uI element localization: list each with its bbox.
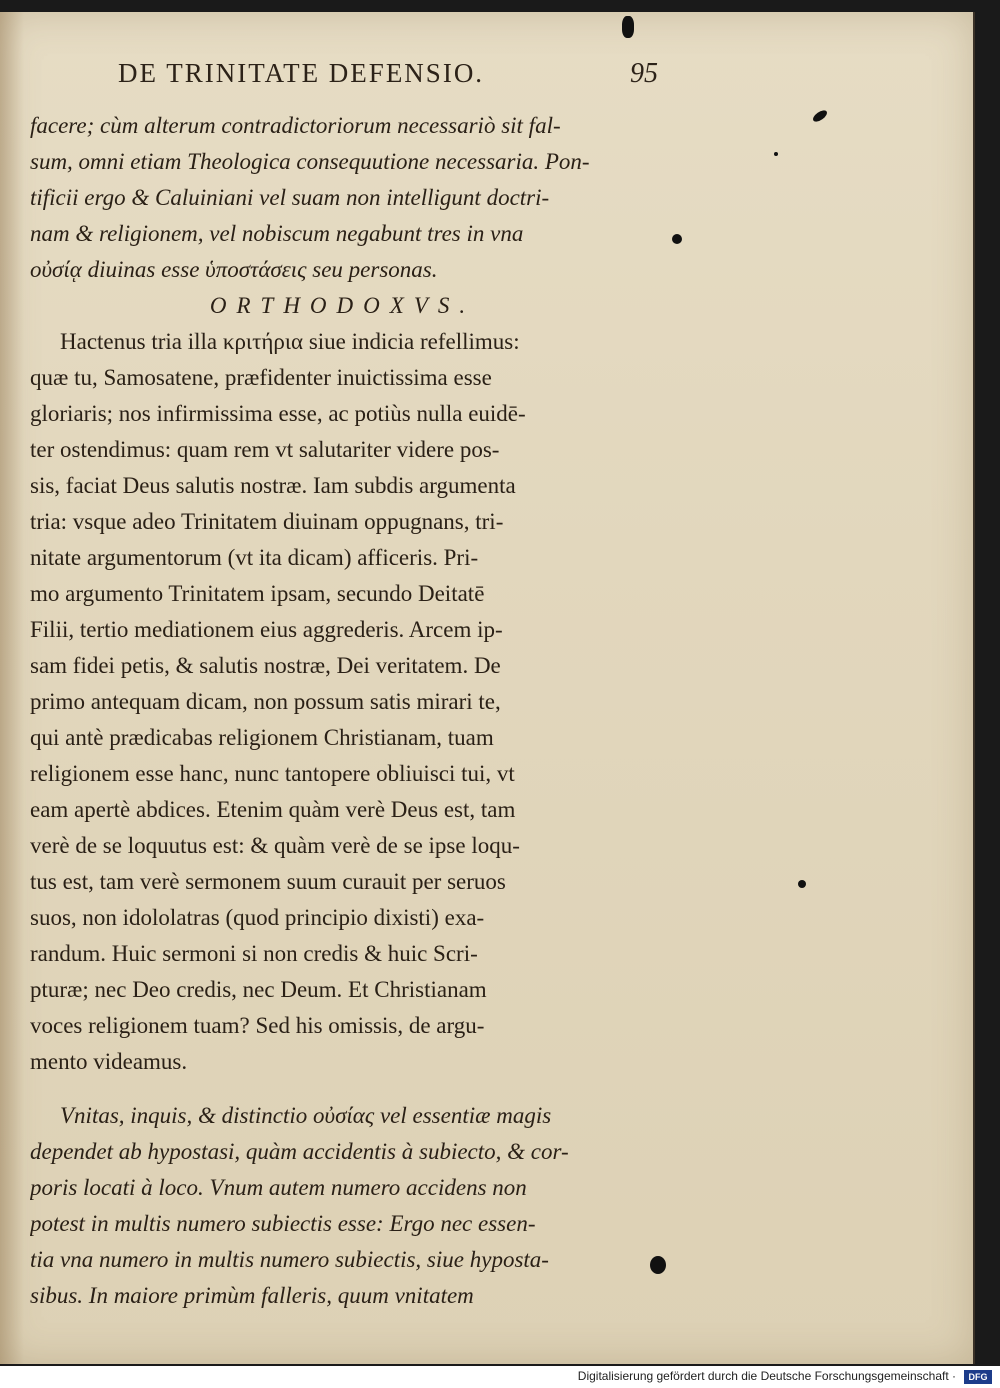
ink-dot — [798, 880, 806, 888]
text-line: mo argumento Trinitatem ipsam, secundo Deitatē — [30, 581, 485, 606]
text-line: sis, faciat Deus salutis nostræ. Iam subdis argumenta — [30, 473, 516, 498]
ink-blot — [650, 1256, 666, 1274]
text-line: οὐσίᾳ diuinas esse ὑποστάσεις seu personas. — [30, 257, 438, 282]
text-line: Filii, tertio mediationem eius aggrederis. Arcem ip- — [30, 617, 503, 642]
text-line: poris locati à loco. Vnum autem numero accidens non — [30, 1175, 527, 1200]
text-line: potest in multis numero subiectis esse: Ergo nec essen- — [30, 1211, 536, 1236]
text-line: eam apertè abdices. Etenim quàm verè Deus est, tam — [30, 797, 516, 822]
text-line: dependet ab hypostasi, quàm accidentis à subiecto, & cor- — [30, 1139, 569, 1164]
body-text — [30, 108, 655, 1314]
text-line: randum. Huic sermoni si non credis & huic Scri- — [30, 941, 478, 966]
text-line: mento videamus. — [30, 1049, 188, 1074]
page-edge-stain — [0, 12, 24, 1364]
page-header — [118, 58, 658, 98]
digitization-footer — [0, 1366, 1000, 1388]
ink-blot — [622, 16, 634, 38]
text-line: sum, omni etiam Theologica consequutione necessaria. Pon- — [30, 149, 590, 174]
text-line: Hactenus tria illa κριτήρια siue indicia refellimus: — [60, 329, 520, 354]
text-line: gloriaris; nos infirmissima esse, ac potiùs nulla euidē- — [30, 401, 526, 426]
book-page — [0, 12, 975, 1364]
text-line: nitate argumentorum (vt ita dicam) afficeris. Pri- — [30, 545, 479, 570]
dfg-logo-icon: DFG — [964, 1370, 992, 1384]
text-line: primo antequam dicam, non possum satis mirari te, — [30, 689, 501, 714]
text-line: Vnitas, inquis, & distinctio οὐσίας vel essentiæ magis — [60, 1103, 552, 1128]
text-line: nam & religionem, vel nobiscum negabunt tres in vna — [30, 221, 524, 246]
text-line: qui antè prædicabas religionem Christianam, tuam — [30, 725, 494, 750]
text-line: ter ostendimus: quam rem vt salutariter videre pos- — [30, 437, 500, 462]
footer-credit: Digitalisierung gefördert durch die Deutsche Forschungsgemeinschaft · — [577, 1369, 956, 1383]
text-line: sam fidei petis, & salutis nostræ, Dei veritatem. De — [30, 653, 501, 678]
running-head: DE TRINITATE DEFENSIO. — [118, 58, 485, 88]
text-line: pturæ; nec Deo credis, nec Deum. Et Christianam — [30, 977, 487, 1002]
text-line — [30, 1080, 655, 1098]
text-line: tia vna numero in multis numero subiectis, siue hyposta- — [30, 1247, 549, 1272]
ink-mark — [811, 108, 829, 124]
text-line: quæ tu, Samosatene, præfidenter inuictissima esse — [30, 365, 492, 390]
text-line: tus est, tam verè sermonem suum curauit per seruos — [30, 869, 506, 894]
text-line: religionem esse hanc, nunc tantopere obliuisci tui, vt — [30, 761, 515, 786]
ink-dot — [672, 234, 682, 244]
page-number: 95 — [630, 58, 658, 89]
text-line: suos, non idololatras (quod principio dixisti) exa- — [30, 905, 485, 930]
text-line: voces religionem tuam? Sed his omissis, de argu- — [30, 1013, 485, 1038]
text-line: tificii ergo & Caluiniani vel suam non intelligunt doctri- — [30, 185, 550, 210]
text-line: sibus. In maiore primùm falleris, quum vnitatem — [30, 1283, 474, 1308]
text-line: verè de se loquutus est: & quàm verè de se ipse loqu- — [30, 833, 520, 858]
ink-dot — [774, 152, 778, 156]
text-line: ORTHODOXVS. — [209, 293, 476, 318]
text-line: facere; cùm alterum contradictoriorum necessariò sit fal- — [30, 113, 561, 138]
text-line: tria: vsque adeo Trinitatem diuinam oppugnans, tri- — [30, 509, 504, 534]
